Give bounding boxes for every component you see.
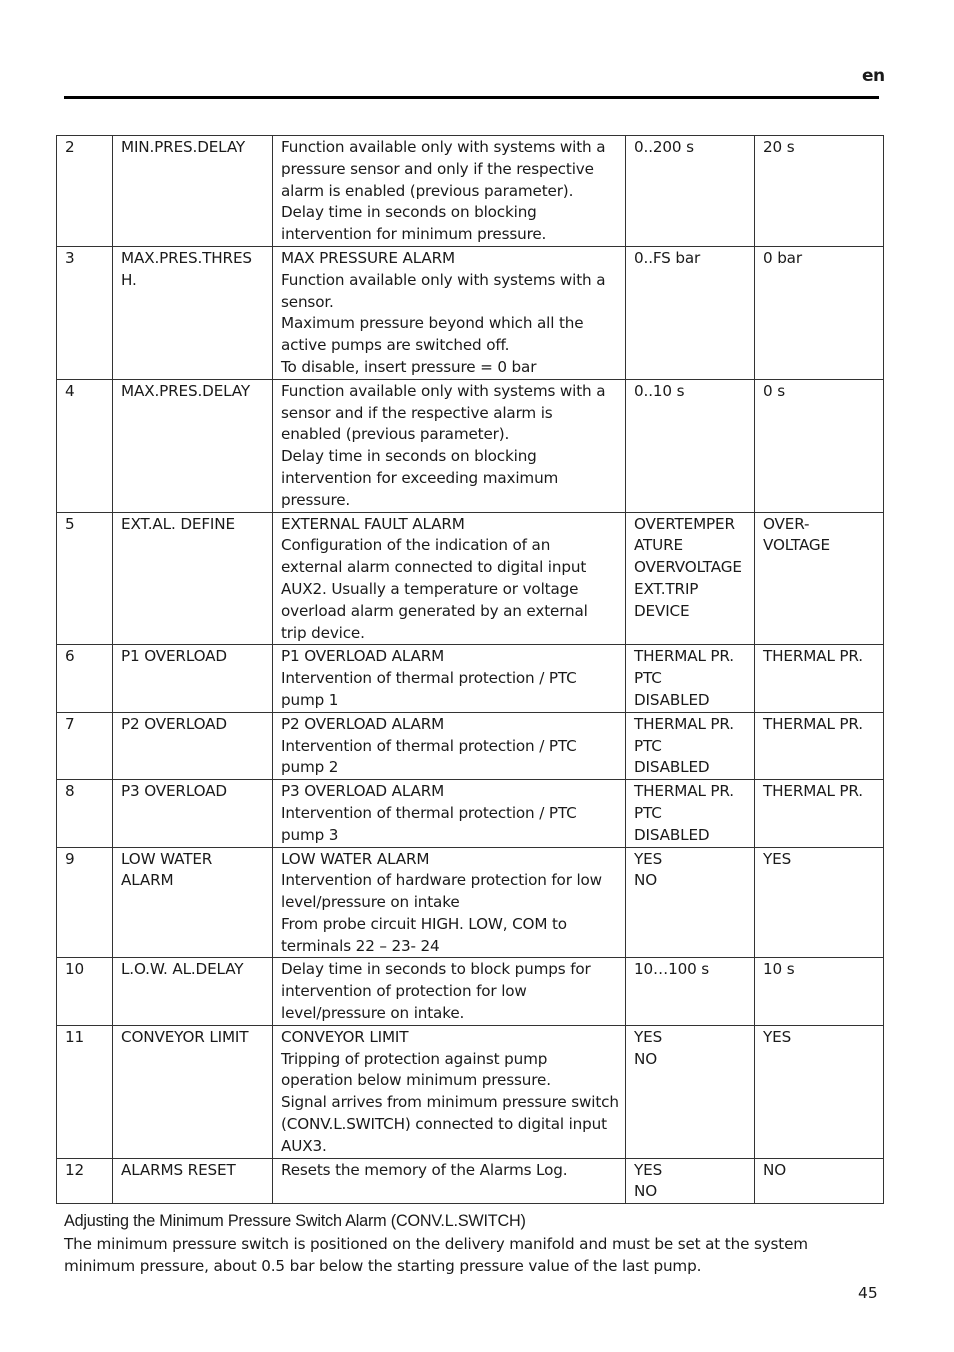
param-range-cell: [626, 512, 755, 645]
table-row: [57, 379, 884, 512]
param-description-line: Function available only with systems with a: [281, 381, 606, 400]
param-number-cell: 3: [57, 246, 113, 379]
param-description-line: Delay time in seconds to block pumps for: [281, 960, 591, 979]
param-description-line: P3 OVERLOAD ALARM: [281, 782, 445, 801]
parameters-table: [56, 135, 884, 1204]
param-description-cell: [273, 1025, 626, 1158]
param-description-line: Tripping of protection against pump: [281, 1049, 548, 1068]
table-row: [57, 712, 884, 779]
param-default-line: NO: [763, 1160, 787, 1179]
param-range-cell: [626, 780, 755, 847]
param-name-line: MAX.PRES.THRES: [121, 248, 252, 267]
param-description-line: Intervention of hardware protection for low: [281, 871, 602, 890]
param-range-line: 0..10 s: [634, 381, 685, 400]
table-row: [57, 645, 884, 712]
param-name-cell: [113, 712, 273, 779]
param-default-cell: [755, 246, 884, 379]
param-default-line: YES: [763, 849, 792, 868]
param-description-line: From probe circuit HIGH. LOW, COM to: [281, 914, 567, 933]
param-default-cell: [755, 847, 884, 958]
param-description-line: intervention of protection for low: [281, 982, 527, 1001]
table-row: [57, 780, 884, 847]
param-description-line: LOW WATER ALARM: [281, 849, 430, 868]
param-default-line: VOLTAGE: [763, 536, 830, 555]
param-range-line: 0..200 s: [634, 138, 694, 156]
param-default-line: 0 bar: [763, 248, 802, 267]
param-description-line: external alarm connected to digital input: [281, 558, 587, 577]
param-range-line: YES: [634, 849, 663, 868]
param-default-cell: [755, 1025, 884, 1158]
param-default-line: THERMAL PR.: [763, 647, 863, 666]
param-description-line: intervention for exceeding maximum: [281, 468, 559, 487]
param-default-line: 20 s: [763, 138, 795, 156]
section-title: Adjusting the Minimum Pressure Switch Alarm (CONV.L.SWITCH): [64, 1212, 526, 1230]
param-name-line: MAX.PRES.DELAY: [121, 381, 250, 400]
param-description-line: Delay time in seconds on blocking: [281, 203, 537, 222]
param-description-line: AUX2. Usually a temperature or voltage: [281, 579, 579, 598]
param-description-line: trip device.: [281, 623, 365, 642]
param-description-line: AUX3.: [281, 1136, 327, 1155]
param-number-cell: 12: [57, 1158, 113, 1204]
language-code: en: [862, 66, 885, 86]
param-name-cell: [113, 1158, 273, 1204]
param-name-cell: [113, 379, 273, 512]
section-body-line: minimum pressure, about 0.5 bar below the starting pressure value of the last pump.: [64, 1257, 702, 1275]
param-description-cell: [273, 780, 626, 847]
param-description-cell: [273, 246, 626, 379]
param-range-cell: [626, 847, 755, 958]
param-name-cell: [113, 512, 273, 645]
param-range-line: THERMAL PR.: [634, 714, 734, 733]
param-default-cell: [755, 379, 884, 512]
param-name-cell: [113, 780, 273, 847]
param-range-line: DISABLED: [634, 690, 710, 709]
table-row: [57, 847, 884, 958]
header-rule: [64, 96, 879, 99]
param-description-line: intervention for minimum pressure.: [281, 225, 547, 244]
section-body-line: The minimum pressure switch is positioned on the delivery manifold and must be set at the system: [64, 1235, 808, 1253]
table-row: [57, 958, 884, 1025]
param-description-line: sensor.: [281, 292, 334, 311]
param-range-cell: [626, 136, 755, 247]
param-default-cell: [755, 780, 884, 847]
section-body: [64, 1233, 884, 1277]
param-description-cell: [273, 958, 626, 1025]
param-description-line: pump 1: [281, 690, 339, 709]
param-range-cell: [626, 958, 755, 1025]
param-description-line: pressure sensor and only if the respective: [281, 159, 594, 178]
param-description-line: EXTERNAL FAULT ALARM: [281, 514, 465, 533]
param-number-cell: 5: [57, 512, 113, 645]
param-name-line: MIN.PRES.DELAY: [121, 138, 246, 156]
param-range-line: NO: [634, 871, 658, 890]
param-number-cell: 10: [57, 958, 113, 1025]
param-range-cell: [626, 246, 755, 379]
param-range-line: THERMAL PR.: [634, 647, 734, 666]
param-description-line: terminals 22 – 23- 24: [281, 936, 440, 955]
param-description-line: MAX PRESSURE ALARM: [281, 248, 455, 267]
param-name-cell: [113, 1025, 273, 1158]
param-number-cell: 11: [57, 1025, 113, 1158]
param-default-line: OVER-: [763, 514, 810, 533]
param-name-line: EXT.AL. DEFINE: [121, 514, 235, 533]
param-description-line: level/pressure on intake.: [281, 1004, 465, 1023]
param-name-line: ALARMS RESET: [121, 1160, 236, 1179]
param-default-line: 0 s: [763, 381, 785, 400]
param-range-line: DISABLED: [634, 825, 710, 844]
param-description-line: P2 OVERLOAD ALARM: [281, 714, 445, 733]
param-description-line: alarm is enabled (previous parameter).: [281, 181, 574, 200]
param-description-line: Configuration of the indication of an: [281, 536, 551, 555]
table-row: [57, 246, 884, 379]
param-description-line: pump 2: [281, 758, 339, 777]
param-description-cell: [273, 1158, 626, 1204]
param-description-cell: [273, 512, 626, 645]
param-description-cell: [273, 847, 626, 958]
param-description-line: sensor and if the respective alarm is: [281, 403, 553, 422]
param-range-line: DISABLED: [634, 758, 710, 777]
param-description-line: Signal arrives from minimum pressure switch: [281, 1093, 619, 1112]
param-default-line: THERMAL PR.: [763, 714, 863, 733]
param-default-line: YES: [763, 1027, 792, 1046]
param-range-line: 0..FS bar: [634, 248, 701, 267]
param-range-cell: [626, 1025, 755, 1158]
param-name-line: LOW WATER: [121, 849, 213, 868]
page-number: 45: [858, 1284, 878, 1302]
param-description-line: P1 OVERLOAD ALARM: [281, 647, 445, 666]
param-name-cell: [113, 847, 273, 958]
param-description-line: (CONV.L.SWITCH) connected to digital input: [281, 1115, 607, 1134]
param-description-cell: [273, 379, 626, 512]
param-description-line: CONVEYOR LIMIT: [281, 1027, 409, 1046]
param-range-line: OVERVOLTAGE: [634, 558, 742, 577]
param-range-line: EXT.TRIP: [634, 579, 699, 598]
param-range-line: ATURE: [634, 536, 684, 555]
param-number-cell: 8: [57, 780, 113, 847]
param-description-line: Intervention of thermal protection / PTC: [281, 669, 577, 688]
param-description-line: Maximum pressure beyond which all the: [281, 314, 584, 333]
param-description-line: level/pressure on intake: [281, 893, 460, 912]
param-name-line: P2 OVERLOAD: [121, 714, 227, 733]
param-range-line: 10…100 s: [634, 960, 710, 979]
param-name-line: P1 OVERLOAD: [121, 647, 227, 666]
table-row: [57, 1158, 884, 1204]
table-row: [57, 136, 884, 247]
param-range-line: NO: [634, 1049, 658, 1068]
param-name-cell: [113, 246, 273, 379]
param-default-cell: [755, 512, 884, 645]
param-name-line: ALARM: [121, 871, 174, 890]
param-description-line: Function available only with systems with a: [281, 138, 606, 156]
param-default-line: 10 s: [763, 960, 795, 979]
param-description-line: pressure.: [281, 490, 351, 509]
param-range-line: PTC: [634, 669, 662, 688]
param-range-line: YES: [634, 1160, 663, 1179]
parameters-table-body: [57, 136, 884, 1204]
table-row: [57, 512, 884, 645]
param-default-line: THERMAL PR.: [763, 782, 863, 801]
param-number-cell: 9: [57, 847, 113, 958]
param-description-line: To disable, insert pressure = 0 bar: [281, 357, 537, 376]
param-description-line: operation below minimum pressure.: [281, 1071, 551, 1090]
param-default-cell: [755, 958, 884, 1025]
param-range-line: PTC: [634, 803, 662, 822]
param-range-line: OVERTEMPER: [634, 514, 735, 533]
param-default-cell: [755, 712, 884, 779]
param-name-line: P3 OVERLOAD: [121, 782, 227, 801]
param-name-cell: [113, 958, 273, 1025]
param-name-cell: [113, 136, 273, 247]
param-range-cell: [626, 379, 755, 512]
param-number-cell: 2: [57, 136, 113, 247]
param-name-line: L.O.W. AL.DELAY: [121, 960, 244, 979]
param-default-cell: [755, 645, 884, 712]
table-row: [57, 1025, 884, 1158]
param-description-line: active pumps are switched off.: [281, 336, 510, 355]
param-description-line: Intervention of thermal protection / PTC: [281, 736, 577, 755]
param-range-line: DEVICE: [634, 601, 690, 620]
param-description-line: pump 3: [281, 825, 339, 844]
param-default-cell: [755, 1158, 884, 1204]
param-description-cell: [273, 136, 626, 247]
param-default-cell: [755, 136, 884, 247]
param-range-cell: [626, 1158, 755, 1204]
param-range-line: PTC: [634, 736, 662, 755]
param-number-cell: 6: [57, 645, 113, 712]
param-range-line: THERMAL PR.: [634, 782, 734, 801]
param-description-line: Delay time in seconds on blocking: [281, 447, 537, 466]
param-description-line: Resets the memory of the Alarms Log.: [281, 1160, 568, 1179]
param-range-cell: [626, 712, 755, 779]
param-name-cell: [113, 645, 273, 712]
param-description-line: Function available only with systems with a: [281, 270, 606, 289]
param-range-line: YES: [634, 1027, 663, 1046]
param-number-cell: 4: [57, 379, 113, 512]
param-name-line: H.: [121, 270, 137, 289]
param-description-cell: [273, 645, 626, 712]
param-description-line: enabled (previous parameter).: [281, 425, 510, 444]
param-description-line: overload alarm generated by an external: [281, 601, 588, 620]
param-number-cell: 7: [57, 712, 113, 779]
param-description-cell: [273, 712, 626, 779]
param-range-line: NO: [634, 1182, 658, 1201]
param-range-cell: [626, 645, 755, 712]
param-description-line: Intervention of thermal protection / PTC: [281, 803, 577, 822]
param-name-line: CONVEYOR LIMIT: [121, 1027, 249, 1046]
